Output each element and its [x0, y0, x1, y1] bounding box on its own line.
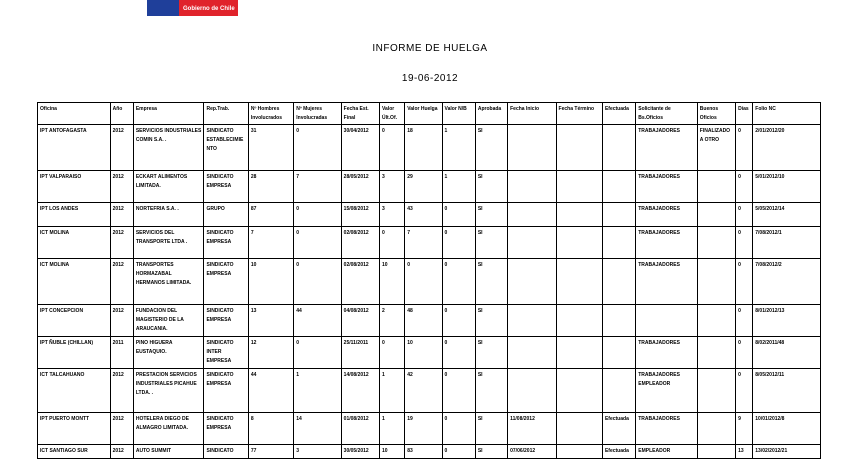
cell-empresa: HOTELERA DIEGO DE ALMAGRO LIMITADA. — [133, 413, 204, 445]
column-header: Nº Mujeres Involucradas — [294, 103, 341, 125]
column-header: Fecha Inicio — [508, 103, 556, 125]
cell-rep: SINDICATO — [204, 445, 248, 459]
cell-aprobada: SI — [475, 259, 507, 305]
cell-termino — [556, 305, 602, 337]
cell-nb: 0 — [442, 369, 475, 413]
cell-mujeres: 0 — [294, 227, 341, 259]
cell-ultof: 0 — [380, 125, 405, 171]
cell-efectuada — [602, 171, 635, 203]
cell-nb: 1 — [442, 171, 475, 203]
cell-anio: 2012 — [110, 445, 133, 459]
cell-ultof: 3 — [380, 203, 405, 227]
cell-termino — [556, 259, 602, 305]
cell-folio: 7/08/2012/1 — [753, 227, 821, 259]
cell-efectuada — [602, 369, 635, 413]
table-row — [38, 369, 821, 413]
cell-solicitante: TRABAJADORES — [636, 259, 698, 305]
cell-buenos — [697, 305, 735, 337]
cell-empresa: ECKART ALIMENTOS LIMITADA. — [133, 171, 204, 203]
strike-report-table — [37, 102, 821, 459]
cell-fecha-est: 02/08/2012 — [341, 227, 379, 259]
cell-buenos — [697, 369, 735, 413]
logo-text: Gobierno de Chile — [183, 6, 235, 12]
cell-solicitante: TRABAJADORES — [636, 203, 698, 227]
cell-solicitante: TRABAJADORES EMPLEADOR — [636, 369, 698, 413]
cell-termino — [556, 227, 602, 259]
cell-inicio: 07/06/2012 — [508, 445, 556, 459]
cell-ultof: 3 — [380, 171, 405, 203]
cell-dias: 0 — [736, 227, 753, 259]
cell-efectuada — [602, 203, 635, 227]
cell-dias: 13 — [736, 445, 753, 459]
column-header: Empresa — [133, 103, 204, 125]
cell-aprobada: SI — [475, 171, 507, 203]
cell-anio: 2011 — [110, 337, 133, 369]
cell-folio: 5/05/2012/14 — [753, 203, 821, 227]
cell-oficina: IPT ÑUBLE (CHILLAN) — [38, 337, 111, 369]
cell-oficina: ICT SANTIAGO SUR — [38, 445, 111, 459]
cell-folio: 2/01/2012/20 — [753, 125, 821, 171]
cell-solicitante: TRABAJADORES — [636, 125, 698, 171]
cell-huelga: 43 — [405, 203, 442, 227]
column-header: Nº Hombres Involucrados — [248, 103, 293, 125]
cell-nb: 1 — [442, 125, 475, 171]
cell-oficina: ICT MOLINA — [38, 259, 111, 305]
cell-inicio — [508, 369, 556, 413]
cell-ultof: 10 — [380, 445, 405, 459]
cell-folio: 8/05/2012/11 — [753, 369, 821, 413]
column-header: Folio NC — [753, 103, 821, 125]
cell-hombres: 77 — [248, 445, 293, 459]
cell-anio: 2012 — [110, 171, 133, 203]
cell-inicio: 11/08/2012 — [508, 413, 556, 445]
table-row — [38, 171, 821, 203]
cell-hombres: 7 — [248, 227, 293, 259]
cell-oficina: IPT LOS ANDES — [38, 203, 111, 227]
cell-mujeres: 44 — [294, 305, 341, 337]
cell-solicitante: EMPLEADOR — [636, 445, 698, 459]
report-title: INFORME DE HUELGA — [372, 43, 488, 54]
cell-aprobada: SI — [475, 413, 507, 445]
column-header: Fecha Est. Final — [341, 103, 379, 125]
column-header: Valor N/B — [442, 103, 475, 125]
cell-fecha-est: 14/08/2012 — [341, 369, 379, 413]
cell-huelga: 7 — [405, 227, 442, 259]
cell-anio: 2012 — [110, 369, 133, 413]
cell-empresa: AUTO SUMMIT — [133, 445, 204, 459]
cell-mujeres: 0 — [294, 125, 341, 171]
cell-fecha-est: 15/08/2012 — [341, 203, 379, 227]
cell-efectuada: Efectuada — [602, 445, 635, 459]
cell-buenos — [697, 445, 735, 459]
cell-ultof: 0 — [380, 337, 405, 369]
cell-ultof: 10 — [380, 259, 405, 305]
cell-empresa: TRANSPORTES HORMAZABAL HERMANOS LIMITADA. — [133, 259, 204, 305]
cell-aprobada: SI — [475, 305, 507, 337]
cell-aprobada: SI — [475, 337, 507, 369]
cell-oficina: ICT TALCAHUANO — [38, 369, 111, 413]
logo-blue-block — [147, 0, 179, 16]
cell-dias: 0 — [736, 203, 753, 227]
table-row — [38, 259, 821, 305]
cell-inicio — [508, 171, 556, 203]
cell-efectuada — [602, 259, 635, 305]
cell-huelga: 0 — [405, 259, 442, 305]
cell-hombres: 10 — [248, 259, 293, 305]
column-header: Buenos Oficios — [697, 103, 735, 125]
table-header-row — [38, 103, 821, 125]
cell-rep: SINDICATO EMPRESA — [204, 259, 248, 305]
cell-fecha-est: 02/08/2012 — [341, 259, 379, 305]
cell-buenos — [697, 227, 735, 259]
column-header: Año — [110, 103, 133, 125]
cell-rep: SINDICATO ESTABLECIMIENTO — [204, 125, 248, 171]
report-date: 19-06-2012 — [401, 73, 459, 84]
cell-folio: 8/02/2011/48 — [753, 337, 821, 369]
cell-inicio — [508, 203, 556, 227]
cell-termino — [556, 369, 602, 413]
cell-oficina: IPT CONCEPCION — [38, 305, 111, 337]
cell-ultof: 1 — [380, 369, 405, 413]
cell-empresa: PINO HIGUERA EUSTAQUIO. — [133, 337, 204, 369]
cell-dias: 0 — [736, 369, 753, 413]
table-body — [38, 125, 821, 459]
cell-nb: 0 — [442, 227, 475, 259]
cell-oficina: IPT PUERTO MONTT — [38, 413, 111, 445]
cell-rep: SINDICATO EMPRESA — [204, 369, 248, 413]
cell-anio: 2012 — [110, 305, 133, 337]
column-header: Valor Últ.Of. — [380, 103, 405, 125]
cell-ultof: 1 — [380, 413, 405, 445]
cell-dias: 0 — [736, 171, 753, 203]
table-row — [38, 227, 821, 259]
cell-rep: SINDICATO EMPRESA — [204, 413, 248, 445]
cell-inicio — [508, 259, 556, 305]
cell-nb: 0 — [442, 413, 475, 445]
cell-buenos — [697, 203, 735, 227]
column-header: Solicitante de Bs.Oficios — [636, 103, 698, 125]
cell-mujeres: 14 — [294, 413, 341, 445]
cell-buenos — [697, 413, 735, 445]
cell-nb: 0 — [442, 259, 475, 305]
cell-hombres: 8 — [248, 413, 293, 445]
cell-anio: 2012 — [110, 259, 133, 305]
cell-hombres: 13 — [248, 305, 293, 337]
cell-folio: 8/01/2012/13 — [753, 305, 821, 337]
cell-rep: SINDICATO EMPRESA — [204, 305, 248, 337]
cell-termino — [556, 171, 602, 203]
cell-dias: 0 — [736, 259, 753, 305]
cell-aprobada: SI — [475, 445, 507, 459]
cell-mujeres: 3 — [294, 445, 341, 459]
cell-aprobada: SI — [475, 203, 507, 227]
cell-termino — [556, 203, 602, 227]
cell-aprobada: SI — [475, 227, 507, 259]
cell-huelga: 42 — [405, 369, 442, 413]
cell-nb: 0 — [442, 445, 475, 459]
cell-fecha-est: 01/08/2012 — [341, 413, 379, 445]
cell-ultof: 0 — [380, 227, 405, 259]
cell-huelga: 10 — [405, 337, 442, 369]
cell-termino — [556, 413, 602, 445]
cell-anio: 2012 — [110, 203, 133, 227]
government-logo — [147, 0, 238, 16]
table-row — [38, 305, 821, 337]
cell-ultof: 2 — [380, 305, 405, 337]
table-row — [38, 337, 821, 369]
cell-aprobada: SI — [475, 369, 507, 413]
cell-nb: 0 — [442, 337, 475, 369]
cell-huelga: 19 — [405, 413, 442, 445]
cell-efectuada — [602, 227, 635, 259]
cell-inicio — [508, 125, 556, 171]
column-header: Rep.Trab. — [204, 103, 248, 125]
cell-efectuada — [602, 305, 635, 337]
cell-anio: 2012 — [110, 227, 133, 259]
cell-mujeres: 0 — [294, 337, 341, 369]
cell-solicitante — [636, 305, 698, 337]
table-row — [38, 445, 821, 459]
cell-efectuada — [602, 337, 635, 369]
cell-dias: 9 — [736, 413, 753, 445]
cell-inicio — [508, 337, 556, 369]
cell-mujeres: 1 — [294, 369, 341, 413]
cell-anio: 2012 — [110, 413, 133, 445]
cell-dias: 0 — [736, 125, 753, 171]
cell-efectuada — [602, 125, 635, 171]
cell-fecha-est: 25/11/2011 — [341, 337, 379, 369]
cell-solicitante: TRABAJADORES — [636, 413, 698, 445]
cell-rep: SINDICATO EMPRESA — [204, 227, 248, 259]
cell-aprobada: SI — [475, 125, 507, 171]
cell-empresa: SERVICIOS DEL TRANSPORTE LTDA . — [133, 227, 204, 259]
cell-fecha-est: 28/05/2012 — [341, 171, 379, 203]
cell-solicitante: TRABAJADORES — [636, 337, 698, 369]
cell-folio: 7/08/2012/2 — [753, 259, 821, 305]
column-header: Días — [736, 103, 753, 125]
cell-mujeres: 0 — [294, 203, 341, 227]
cell-termino — [556, 125, 602, 171]
cell-hombres: 28 — [248, 171, 293, 203]
cell-rep: GRUPO — [204, 203, 248, 227]
cell-huelga: 29 — [405, 171, 442, 203]
cell-anio: 2012 — [110, 125, 133, 171]
cell-fecha-est: 30/04/2012 — [341, 125, 379, 171]
cell-empresa: PRESTACION SERVICIOS INDUSTRIALES PICAHUE LTDA. . — [133, 369, 204, 413]
cell-empresa: SERVICIOS INDUSTRIALES COMIN S.A. . — [133, 125, 204, 171]
cell-oficina: ICT MOLINA — [38, 227, 111, 259]
cell-empresa: NORTEFRIA S.A. . — [133, 203, 204, 227]
cell-inicio — [508, 305, 556, 337]
cell-termino — [556, 337, 602, 369]
column-header: Oficina — [38, 103, 111, 125]
column-header: Fecha Término — [556, 103, 602, 125]
cell-folio: 10/01/2012/8 — [753, 413, 821, 445]
cell-rep: SINDICATO INTER EMPRESA — [204, 337, 248, 369]
column-header: Aprobada — [475, 103, 507, 125]
cell-solicitante: TRABAJADORES — [636, 171, 698, 203]
table-row — [38, 203, 821, 227]
cell-mujeres: 7 — [294, 171, 341, 203]
cell-solicitante: TRABAJADORES — [636, 227, 698, 259]
table-row — [38, 125, 821, 171]
cell-huelga: 18 — [405, 125, 442, 171]
column-header: Valor Huelga — [405, 103, 442, 125]
cell-buenos — [697, 171, 735, 203]
cell-fecha-est: 30/05/2012 — [341, 445, 379, 459]
cell-buenos — [697, 259, 735, 305]
cell-rep: SINDICATO EMPRESA — [204, 171, 248, 203]
cell-inicio — [508, 227, 556, 259]
cell-buenos — [697, 337, 735, 369]
cell-nb: 0 — [442, 305, 475, 337]
column-header: Efectuada — [602, 103, 635, 125]
cell-fecha-est: 04/08/2012 — [341, 305, 379, 337]
cell-mujeres: 0 — [294, 259, 341, 305]
cell-efectuada: Efectuada — [602, 413, 635, 445]
cell-hombres: 87 — [248, 203, 293, 227]
cell-huelga: 83 — [405, 445, 442, 459]
cell-dias: 0 — [736, 305, 753, 337]
cell-hombres: 31 — [248, 125, 293, 171]
cell-oficina: IPT ANTOFAGASTA — [38, 125, 111, 171]
table-row — [38, 413, 821, 445]
cell-folio: 13/02/2012/21 — [753, 445, 821, 459]
cell-dias: 0 — [736, 337, 753, 369]
cell-termino — [556, 445, 602, 459]
cell-hombres: 12 — [248, 337, 293, 369]
cell-folio: 5/01/2012/10 — [753, 171, 821, 203]
cell-empresa: FUNDACION DEL MAGISTERIO DE LA ARAUCANIA. — [133, 305, 204, 337]
cell-buenos: FINALIZADO A OTRO — [697, 125, 735, 171]
cell-nb: 0 — [442, 203, 475, 227]
cell-hombres: 44 — [248, 369, 293, 413]
cell-oficina: IPT VALPARAISO — [38, 171, 111, 203]
cell-huelga: 48 — [405, 305, 442, 337]
